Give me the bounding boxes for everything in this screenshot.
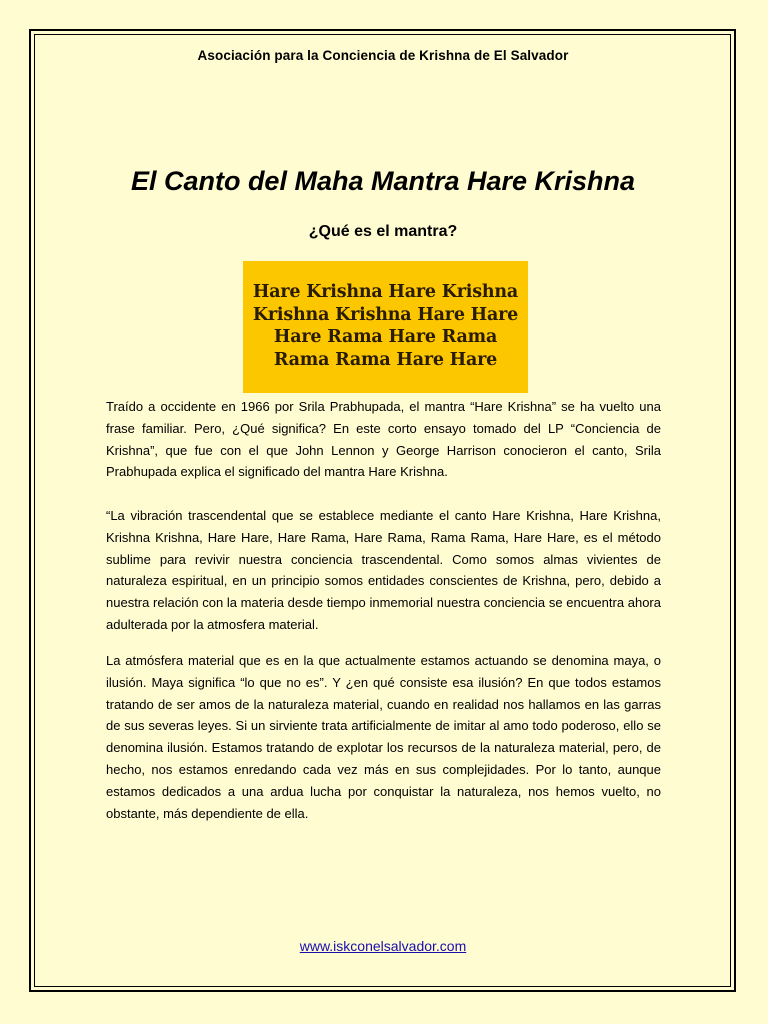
mantra-line: Rama Rama Hare Hare: [273, 349, 498, 370]
maya-paragraph: La atmósfera material que es en la que actualmente estamos actuando se denomina maya, o ilusión. Maya significa “lo que no es”. Y ¿en qué consiste esa ilusión? En que todos estamos tratando de ser amos de la naturaleza material, cuando en realidad nos hallamos en las garras de sus severas leyes. Si un sirviente trata artificialmente de imitar al amo todo poderoso, ello se denomina ilusión. Estamos tratando de explotar los recursos de la naturaleza material, pero, de hecho, nos estamos enredando cada vez más en sus complejidades. Por lo tanto, aunque estamos dedicados a una ardua lucha por conquistar la naturaleza, nos hemos vuelto, no obstante, más dependiente de ella.: [106, 653, 661, 821]
mantra-line: Krishna Krishna Hare Hare: [252, 304, 519, 325]
quote-paragraph: “La vibración trascendental que se establece mediante el canto Hare Krishna, Hare Krishna, Krishna Krishna, Hare Hare, Hare Rama, Hare Rama, Rama Rama, Hare Hare, es el método sublime para revivir nuestra conciencia trascendental. Como somos almas vivientes de naturaleza espiritual, en un principio somos entidades conscientes de Krishna, pero, debido a nuestra relación con la materia desde tiempo inmemorial nuestra conciencia se encuentra ahora adulterada por la atmosfera material.: [106, 508, 661, 632]
organization-header: Asociación para la Conciencia de Krishna de El Salvador: [197, 48, 569, 63]
mantra-line: Hare Rama Hare Rama: [273, 327, 498, 347]
intro-paragraph: Traído a occidente en 1966 por Srila Prabhupada, el mantra “Hare Krishna” se ha vuelto una frase familiar. Pero, ¿Qué significa? En este corto ensayo tomado del LP “Conciencia de Krishna”, que fue con el que John Lennon y George Harrison conocieron el canto, Srila Prabhupada explica el significado del mantra Hare Krishna.: [106, 399, 661, 480]
website-link[interactable]: www.iskconelsalvador.com: [299, 938, 467, 954]
mantra-box: [243, 261, 528, 393]
document-subtitle: ¿Qué es el mantra?: [308, 223, 458, 240]
mantra-line: Hare Krishna Hare Krishna: [252, 282, 519, 302]
document-title: El Canto del Maha Mantra Hare Krishna: [130, 166, 636, 196]
